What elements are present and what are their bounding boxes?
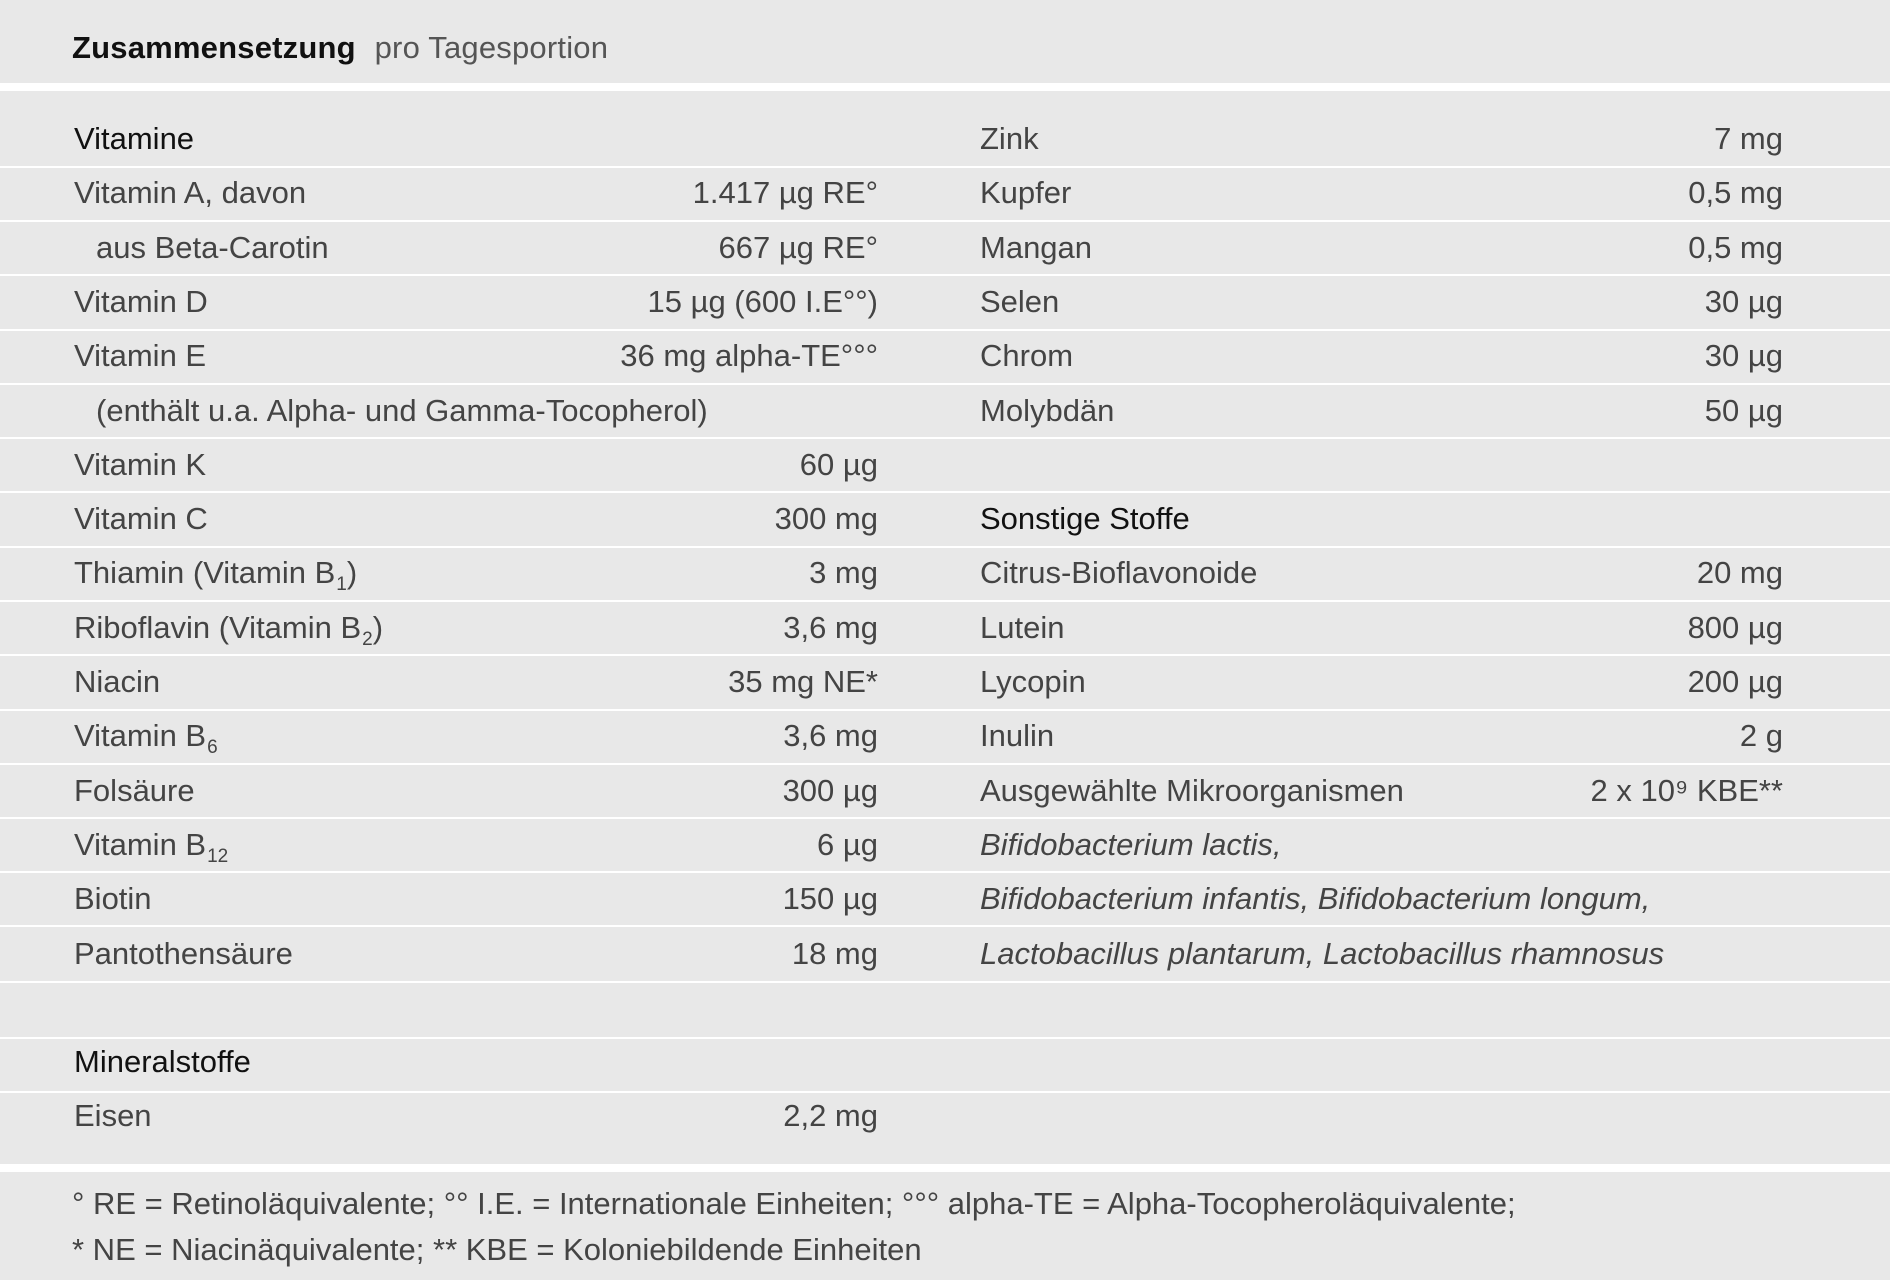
footnote-line-1: ° RE = Retinoläquivalente; °° I.E. = Internationale Einheiten; °°° alpha-TE = Alpha-Tocopheroläquivalente;	[72, 1186, 1516, 1221]
strain-list-line: Bifidobacterium lactis,	[980, 827, 1282, 862]
row-separator	[0, 925, 1890, 927]
mineral-value: 2,2 mg	[783, 1098, 878, 1133]
row-separator	[0, 491, 1890, 493]
mineral-name: Mangan	[980, 230, 1093, 265]
section-heading-other: Sonstige Stoffe	[980, 501, 1190, 536]
section-heading-vitamins: Vitamine	[74, 121, 195, 156]
row-separator	[0, 1091, 1890, 1093]
row-separator	[0, 274, 1890, 276]
vitamin-name: Niacin	[74, 664, 161, 699]
other-name: Lutein	[980, 610, 1065, 645]
vitamin-name: Riboflavin (Vitamin $B_2$)	[74, 610, 384, 650]
mineral-name: Kupfer	[980, 175, 1072, 210]
strain-list-line: Bifidobacterium infantis, Bifidobacterium longum,	[980, 881, 1651, 916]
other-value: 800 µg	[1687, 610, 1783, 645]
row-separator	[0, 817, 1890, 819]
mineral-name: Molybdän	[980, 393, 1115, 428]
row-separator	[0, 871, 1890, 873]
mineral-name: Eisen	[74, 1098, 152, 1133]
row-separator	[0, 329, 1890, 331]
row-separator	[0, 654, 1890, 656]
vitamin-value: 300 mg	[774, 501, 878, 536]
footnote-line-2: * NE = Niacinäquivalente; ** KBE = Koloniebildende Einheiten	[72, 1232, 922, 1267]
row-separator	[0, 763, 1890, 765]
mineral-value: 7 mg	[1714, 121, 1783, 156]
vitamin-value: 60 µg	[799, 447, 878, 482]
vitamin-value: 6 µg	[817, 827, 878, 862]
page-subtitle: pro Tagesportion	[374, 30, 609, 65]
vitamin-name: Vitamin A, davon	[74, 175, 307, 210]
strain-list-line: Lactobacillus plantarum, Lactobacillus rhamnosus	[980, 936, 1665, 971]
row-separator	[0, 383, 1890, 385]
vitamin-name: Vitamin C	[74, 501, 208, 536]
vitamin-name: Folsäure	[74, 773, 195, 808]
vitamin-value: 150 µg	[782, 881, 878, 916]
footer-divider	[0, 1164, 1890, 1172]
row-separator	[0, 981, 1890, 983]
mineral-name: Selen	[980, 284, 1060, 319]
other-name: Ausgewählte Mikroorganismen	[980, 773, 1404, 808]
other-name: Lycopin	[980, 664, 1086, 699]
vitamin-name: Thiamin (Vitamin $B_1$)	[74, 555, 358, 595]
row-separator	[0, 437, 1890, 439]
other-name: Citrus-Bioflavonoide	[980, 555, 1258, 590]
page-title: Zusammensetzung	[72, 30, 356, 65]
vitamin-value: 18 mg	[791, 936, 878, 971]
other-value: 200 µg	[1687, 664, 1783, 699]
vitamin-value: 3,6 mg	[783, 718, 878, 753]
vitamin-value: 1.417 µg RE°	[692, 175, 878, 210]
vitamin-value: 3 mg	[809, 555, 878, 590]
row-separator	[0, 220, 1890, 222]
vitamin-name: Vitamin D	[74, 284, 208, 319]
mineral-name: Chrom	[980, 338, 1074, 373]
other-value: 20 mg	[1696, 555, 1783, 590]
vitamin-name: aus Beta-Carotin	[96, 230, 329, 265]
mineral-value: 0,5 mg	[1688, 175, 1783, 210]
page-header	[0, 0, 1890, 83]
vitamin-name: Vitamin $B_{12}$	[74, 827, 229, 867]
row-separator	[0, 1037, 1890, 1039]
vitamin-value: 3,6 mg	[783, 610, 878, 645]
row-separator	[0, 600, 1890, 602]
vitamin-value: 15 µg (600 I.E°°)	[647, 284, 878, 319]
mineral-value: 0,5 mg	[1688, 230, 1783, 265]
vitamin-name: Biotin	[74, 881, 152, 916]
mineral-value: 50 µg	[1704, 393, 1783, 428]
mineral-name: Zink	[980, 121, 1039, 156]
other-value: 2 g	[1739, 718, 1783, 753]
row-separator	[0, 166, 1890, 168]
mineral-value: 30 µg	[1704, 284, 1783, 319]
row-separator	[0, 709, 1890, 711]
vitamin-name: Pantothensäure	[74, 936, 293, 971]
vitamin-name: Vitamin K	[74, 447, 207, 482]
other-value: 2 x 10⁹ KBE**	[1590, 773, 1783, 808]
section-heading-minerals: Mineralstoffe	[74, 1044, 251, 1079]
vitamin-name: Vitamin $B_6$	[74, 718, 218, 758]
vitamin-name: Vitamin E	[74, 338, 207, 373]
mineral-value: 30 µg	[1704, 338, 1783, 373]
vitamin-value: 36 mg alpha-TE°°°	[620, 338, 878, 373]
vitamin-value: 300 µg	[782, 773, 878, 808]
header-divider	[0, 83, 1890, 91]
other-name: Inulin	[980, 718, 1055, 753]
vitamin-value: 35 mg NE*	[728, 664, 878, 699]
vitamin-name: (enthält u.a. Alpha- und Gamma-Tocopherol)	[96, 393, 708, 428]
row-separator	[0, 546, 1890, 548]
vitamin-value: 667 µg RE°	[718, 230, 878, 265]
